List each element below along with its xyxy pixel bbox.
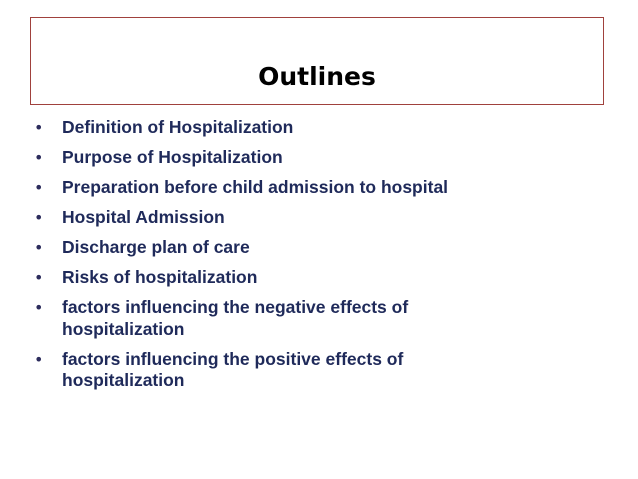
bullet-item [34, 267, 594, 289]
bullet-dot-icon: • [34, 178, 44, 197]
bullet-dot-icon: • [34, 349, 44, 369]
bullet-dot-icon: • [34, 268, 44, 287]
bullet-item [34, 349, 527, 392]
bullet-dot-icon: • [34, 298, 44, 317]
bullet-text: Risks of hospitalization [62, 267, 258, 287]
slide-title: Outlines [258, 62, 376, 91]
bullet-item [34, 147, 594, 169]
bullet-text: Definition of Hospitalization [62, 117, 294, 137]
bullet-text: Preparation before child admission to hospital [62, 177, 449, 197]
bullet-text: Purpose of Hospitalization [62, 147, 283, 167]
bullet-dot-icon: • [34, 148, 44, 167]
bullet-item [34, 207, 594, 229]
bullet-text: factors influencing the negative effects of hospitalization [62, 297, 409, 339]
bullet-dot-icon: • [34, 118, 44, 137]
bullet-list [34, 117, 594, 400]
bullet-dot-icon: • [34, 208, 44, 227]
bullet-text: factors influencing the positive effects of hospitalization [62, 348, 404, 390]
bullet-item [34, 297, 527, 340]
bullet-text: Hospital Admission [62, 207, 225, 227]
bullet-item [34, 117, 594, 139]
bullet-text: Discharge plan of care [62, 237, 250, 257]
bullet-dot-icon: • [34, 238, 44, 257]
title-box [30, 17, 604, 105]
bullet-item [34, 177, 594, 199]
bullet-item [34, 237, 594, 259]
